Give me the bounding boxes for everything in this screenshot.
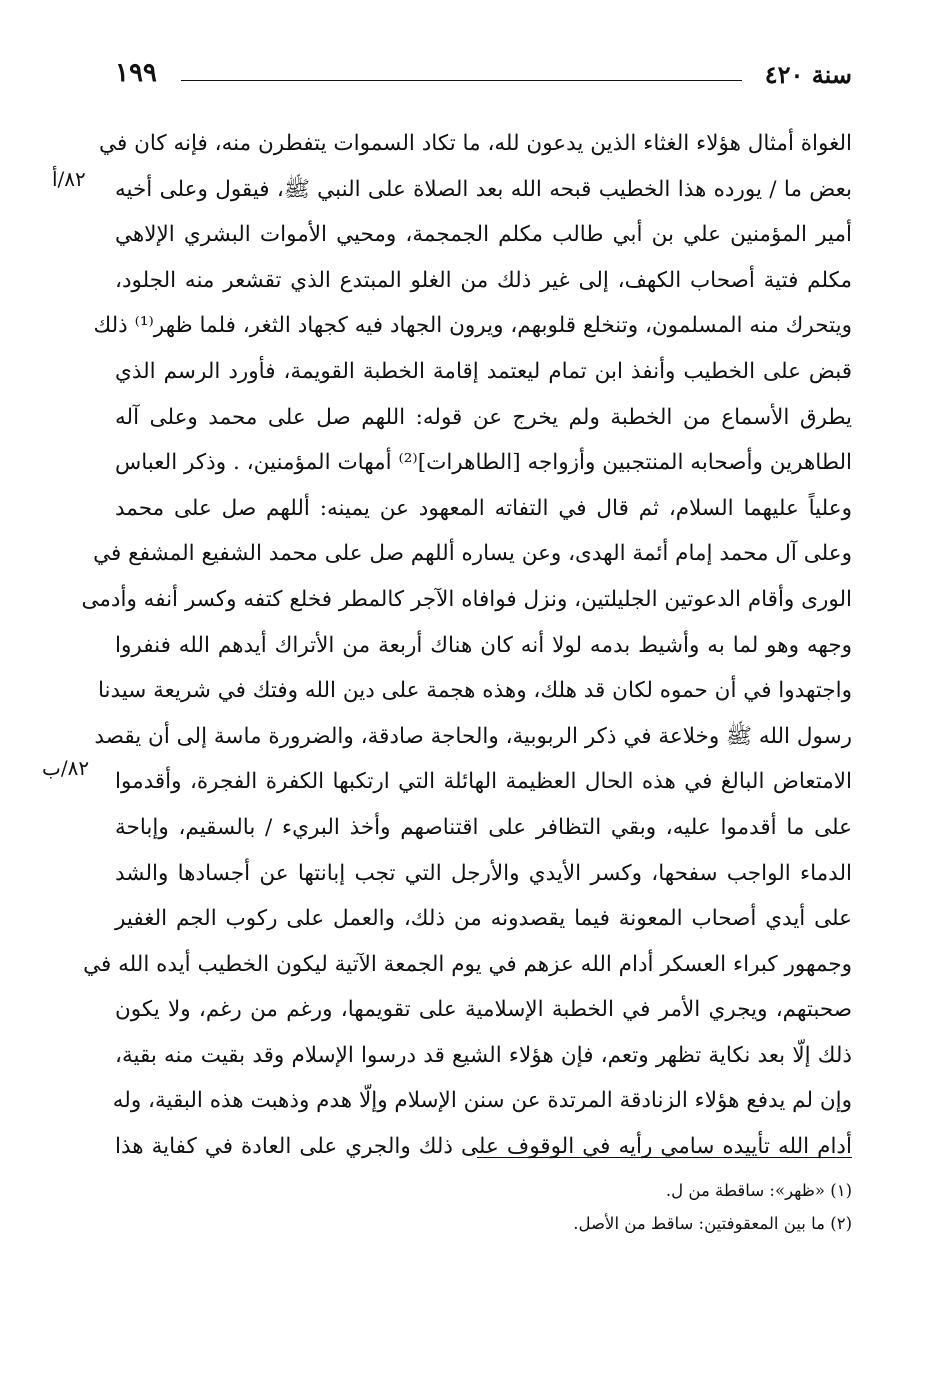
footnotes — [292, 1174, 852, 1240]
running-header — [115, 58, 852, 92]
margin-folio-marker: ٨٢/أ — [52, 167, 86, 191]
text-line: مكلم فتية أصحاب الكهف، إلى غير ذلك من الغلو المبتدع الذي تقشعر منه الجلود، — [115, 267, 852, 293]
text-line: الغواة أمثال هؤلاء الغثاء الذين يدعون لله، ما تكاد السموات يتفطرن منه، فإنه كان في — [99, 131, 852, 156]
text-line: وعلياً عليهما السلام، ثم قال في التفاته المعهود عن يمينه: أللهم صل على محمد — [115, 495, 852, 521]
text-line: وجمهور كبراء العسكر أدام الله عزهم في يوم الجمعة الآتية ليكون الخطيب أيده الله في — [83, 951, 852, 977]
text-line: صحبتهم، ويجري الأمر في الخطبة الإسلامية على تقويمها، ورغم من رغم، ولا يكون — [115, 997, 852, 1023]
page-number: ١٩٩ — [115, 58, 157, 88]
main-text — [81, 121, 852, 1170]
text-line: الامتعاض البالغ في هذه الحال العظيمة الهائلة التي ارتكبها الكفرة الفجرة، وأقدموا — [115, 769, 852, 795]
footnote: (١) «ظهر»: ساقطة من ل. — [665, 1181, 852, 1200]
text-line: الدماء الواجب سفحها، وكسر الأيدي والأرجل التي تجب إبانتها عن أجسادها والشد — [115, 860, 852, 886]
text-line: الطاهرين وأصحابه المنتجبين وأزواجه [الطاهرات]⁽²⁾ أمهات المؤمنين، . وذكر العباس — [115, 450, 852, 476]
year-title: سنة ٤٢٠ — [764, 60, 852, 89]
header-rule — [181, 80, 742, 81]
margin-folio-marker: ٨٢/ب — [42, 756, 90, 780]
text-line: بعض ما / يورده هذا الخطيب قبحه الله بعد الصلاة على النبي ﷺ، فيقول وعلى أخيه — [115, 176, 852, 202]
text-line: على ما أقدموا عليه، وبقي التظافر على اقتناصهم وأخذ البريء / بالسقيم، وإباحة — [115, 814, 852, 840]
text-line: قبض على الخطيب وأنفذ ابن تمام ليعتمد إقامة الخطبة القويمة، فأورد الرسم الذي — [115, 358, 852, 384]
text-line: أدام الله تأييده سامي رأيه في الوقوف على ذلك والجري على العادة في كفاية هذا — [115, 1134, 852, 1160]
text-line: ذلك إلّا بعد نكاية تظهر وتعم، فإن هؤلاء الشيع قد درسوا الإسلام وقد بقيت منه بقية، — [115, 1042, 852, 1068]
text-line: أمير المؤمنين علي بن أبي طالب مكلم الجمجمة، ومحيي الأموات البشري الإلاهي — [115, 222, 852, 248]
footnote: (٢) ما بين المعقوفتين: ساقط من الأصل. — [573, 1214, 852, 1233]
text-line: رسول الله ﷺ وخلاعة في ذكر الربوبية، والحاجة صادقة، والضرورة ماسة إلى أن يقصد — [94, 723, 852, 749]
text-line: وإن لم يدفع هؤلاء الزنادقة المرتدة عن سنن الإسلام وإلّا هدم وذهبت هذه البقية، وله — [112, 1088, 852, 1114]
footnote-separator — [477, 1157, 852, 1158]
text-line: على أيدي أصحاب المعونة فيما يقصدونه من ذلك، والعمل على ركوب الجم الغفير — [115, 906, 852, 932]
text-line: يطرق الأسماع من الخطبة ولم يخرج عن قوله: اللهم صل على محمد وعلى آله — [115, 404, 852, 430]
text-line: واجتهدوا في أن حموه لكان قد هلك، وهذه هجمة على دين الله وفتك في شريعة سيدنا — [97, 678, 852, 704]
text-line: وعلى آل محمد إمام أئمة الهدى، وعن يساره أللهم صل على محمد الشفيع المشفع في — [93, 541, 852, 567]
text-line: وجهه وهو لما به وأشيط بدمه لولا أنه كان هناك أربعة من الأتراك أيدهم الله فنفروا — [115, 632, 852, 658]
text-line: الورى وأقام الدعوتين الجليلتين، ونزل فوافاه الآجر كالمطر فخلع كتفه وكسر أنفه وأدمى — [81, 586, 852, 612]
text-line: ويتحرك منه المسلمون، وتنخلع قلوبهم، ويرون الجهاد فيه كجهاد الثغر، فلما ظهر⁽¹⁾ ذلك — [93, 313, 852, 339]
